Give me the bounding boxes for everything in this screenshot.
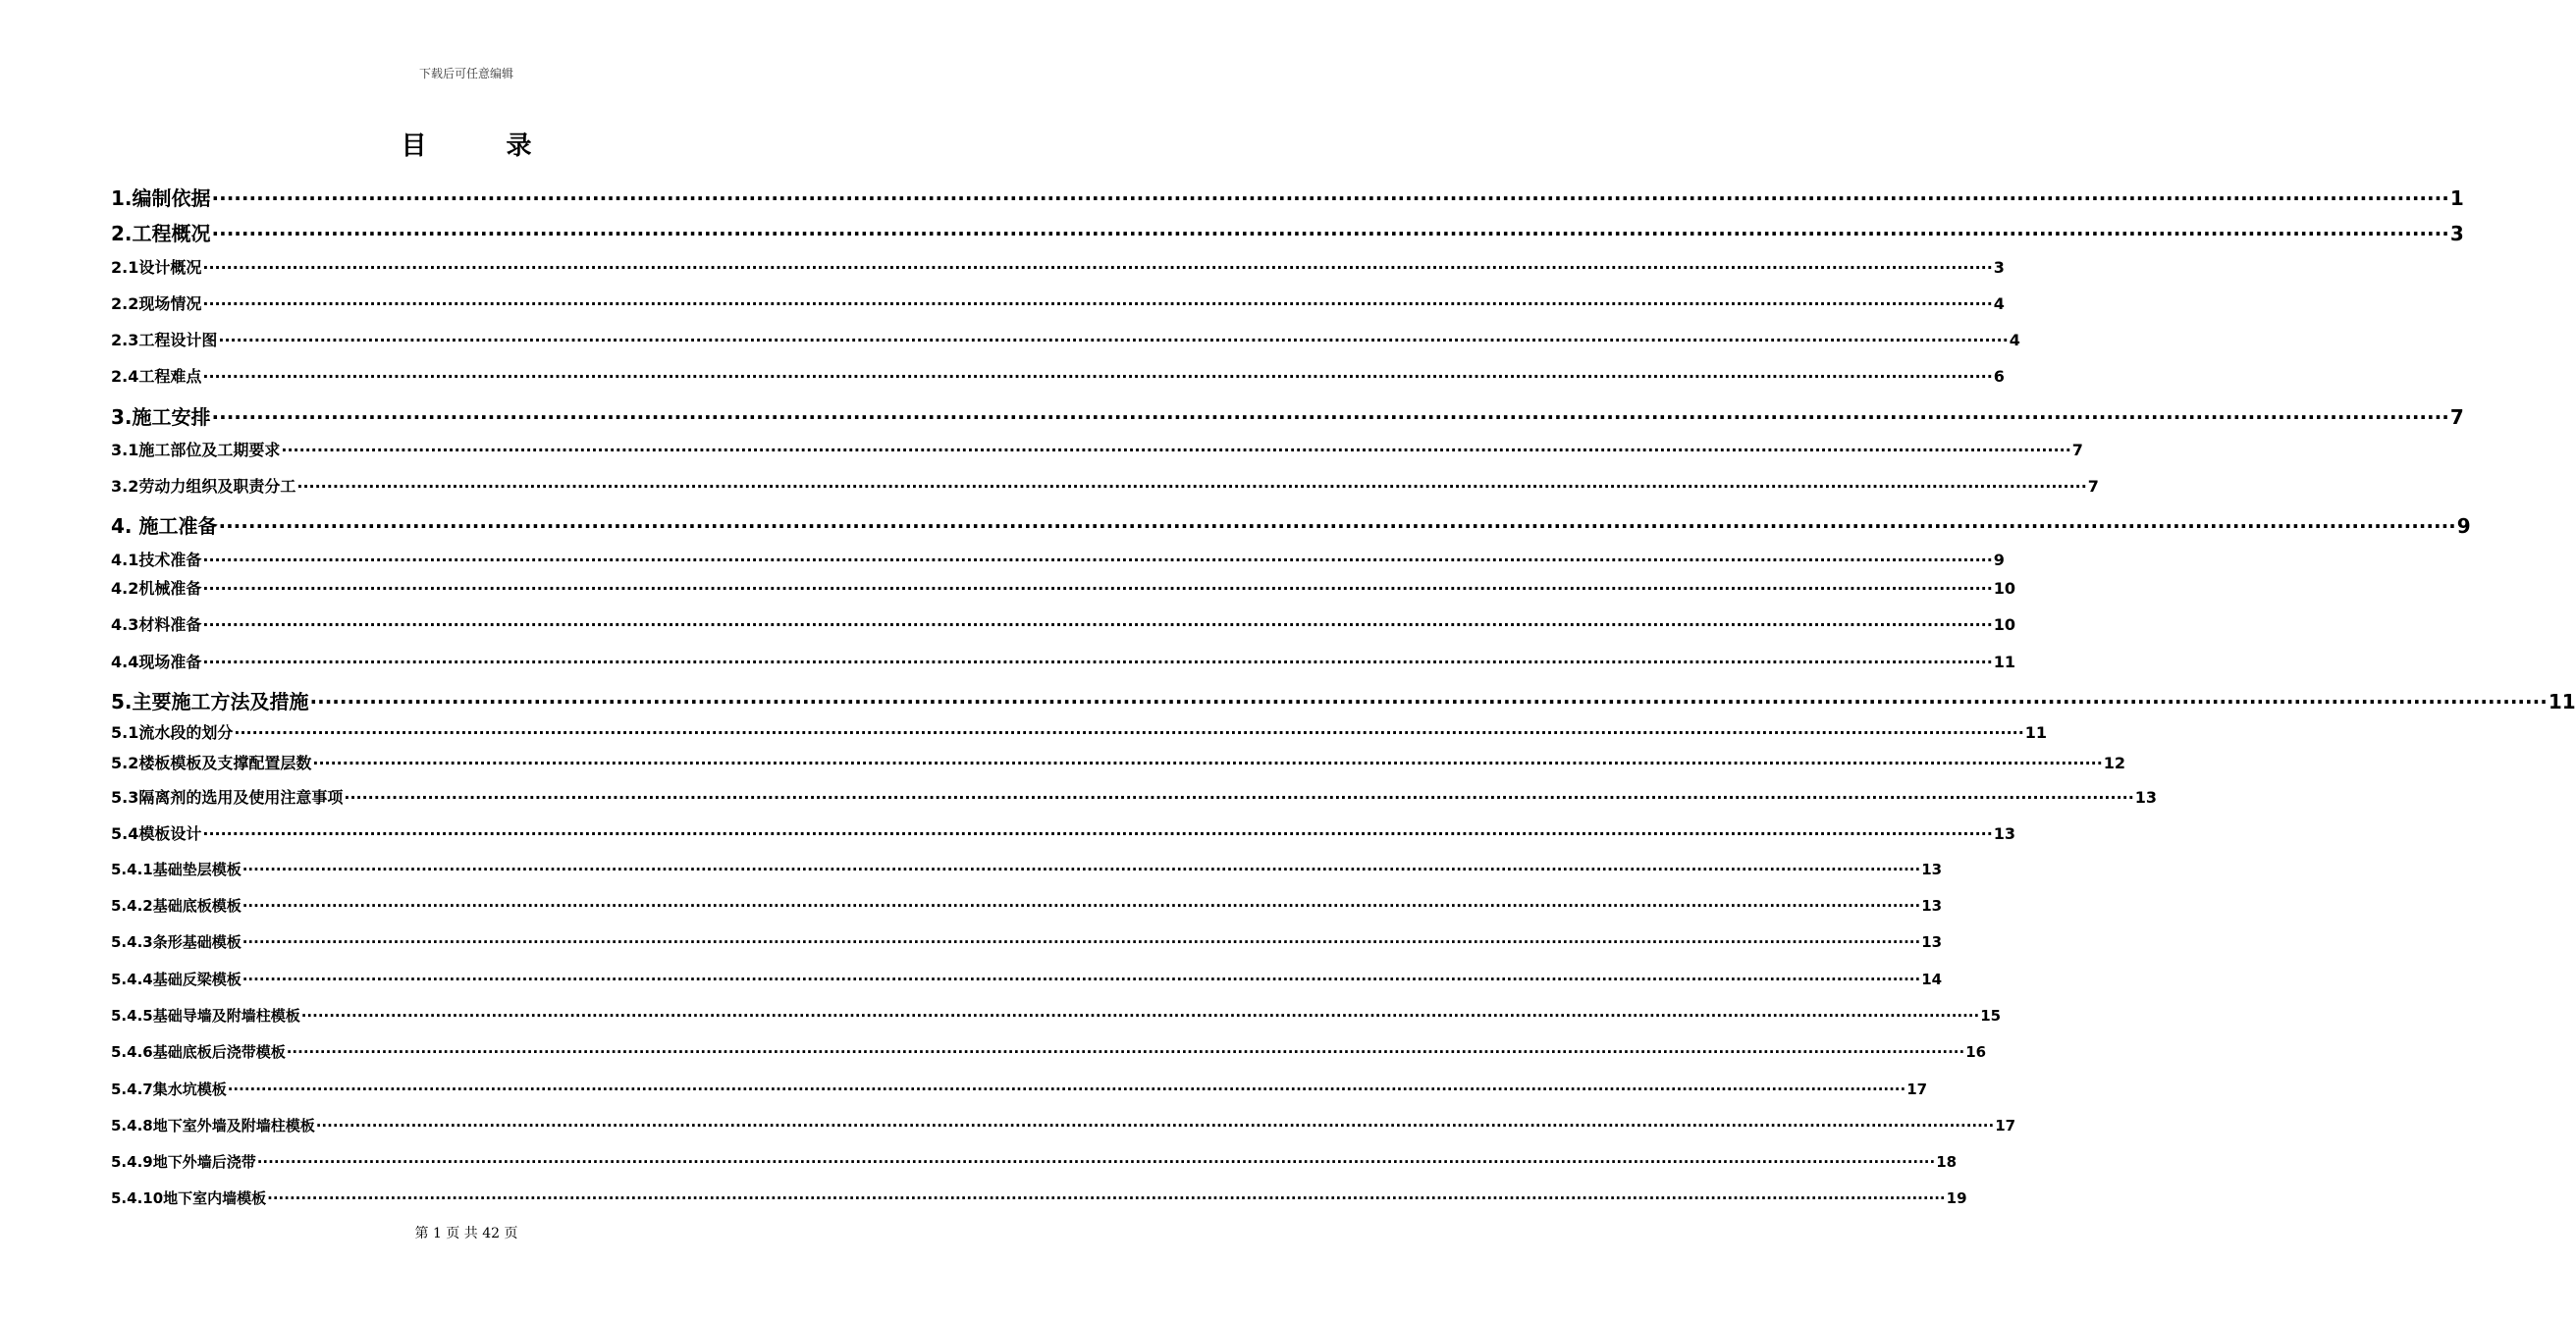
toc-entry-label: 5.1流水段的划分 [111,723,234,742]
toc-entry[interactable] [111,1005,2002,1026]
dot-leader: ············································································································································································································································································································ [242,897,1921,915]
dot-leader: ············································································································································································································································································································ [309,690,2548,713]
toc-entry[interactable] [111,576,2016,599]
toc-entry-label: 3.2劳动力组织及职责分工 [111,477,296,496]
toc-entry[interactable] [111,183,2464,211]
toc-entry-label: 2.3工程设计图 [111,331,218,349]
dot-leader: ············································································································································································································································································································ [211,186,2449,210]
toc-entry-page: 15 [1980,1007,2002,1025]
toc-entry[interactable] [111,1115,2016,1135]
toc-entry-page: 13 [2134,788,2158,807]
dot-leader: ············································································································································································································································································································ [202,294,1993,313]
toc-entry-label: 2.工程概况 [111,222,211,245]
toc-entry-label: 5.4.7集水坑模板 [111,1081,227,1098]
toc-entry-label: 4.4现场准备 [111,653,202,671]
toc-entry-label: 4.2机械准备 [111,579,202,598]
toc-entry-page: 12 [2103,754,2126,772]
toc-entry[interactable] [111,1079,1928,1099]
toc-entry-label: 5.4.9地下外墙后浇带 [111,1153,256,1171]
toc-entry-label: 5.主要施工方法及措施 [111,690,309,713]
toc-entry-page: 1 [2449,186,2464,210]
toc-entry-page: 3 [1993,258,2005,277]
toc-entry-label: 5.4.1基础垫层模板 [111,861,242,878]
toc-entry-label: 5.4.3条形基础模板 [111,933,242,951]
toc-entry[interactable] [111,650,2016,672]
toc-entry-page: 4 [1993,294,2005,313]
dot-leader: ············································································································································································································································································································ [202,258,1993,277]
toc-entry-page: 13 [1993,824,2016,843]
toc-entry-label: 3.施工安排 [111,405,211,429]
toc-entry[interactable] [111,785,2158,808]
toc-entry-page: 13 [1921,933,1943,951]
toc-entry[interactable] [111,859,1943,879]
toc-entry[interactable] [111,328,2020,350]
toc-entry[interactable] [111,255,2005,278]
toc-entry-page: 7 [2071,441,2083,459]
dot-leader: ············································································································································································································································································································ [211,222,2449,245]
toc-entry-label: 2.1设计概况 [111,258,202,277]
dot-leader: ············································································································································································································································································································ [315,1117,1995,1134]
toc-entry-page: 7 [2087,477,2099,496]
dot-leader: ············································································································································································································································································································ [202,367,1993,386]
toc-entry-page: 18 [1936,1153,1958,1171]
toc-entry-page: 13 [1921,861,1943,878]
toc-entry-label: 5.2楼板模板及支撑配置层数 [111,754,312,772]
toc-entry[interactable] [111,474,2099,497]
toc-entry[interactable] [111,1187,1967,1208]
toc-entry-page: 17 [1995,1117,2016,1134]
dot-leader: ············································································································································································································································································································ [281,441,2071,459]
dot-leader: ············································································································································································································································································································ [242,971,1921,988]
toc-entry-label: 3.1施工部位及工期要求 [111,441,281,459]
toc-entry-label: 5.3隔离剂的选用及使用注意事项 [111,788,344,807]
toc-entry-page: 10 [1993,615,2016,634]
dot-leader: ············································································································································································································································································································ [312,754,2103,772]
dot-leader: ············································································································································································································································································································ [344,788,2134,807]
toc-entry-page: 9 [1993,551,2005,569]
toc-entry-label: 5.4.4基础反梁模板 [111,971,242,988]
toc-entry[interactable] [111,821,2016,844]
toc-entry[interactable] [111,401,2464,430]
toc-entry-page: 3 [2449,222,2464,245]
dot-leader: ············································································································································································································································································································ [227,1081,1906,1098]
dot-leader: ············································································································································································································································································································ [202,615,1993,634]
toc-entry[interactable] [111,510,2471,539]
toc-entry-label: 5.4.2基础底板模板 [111,897,242,915]
toc-entry-label: 5.4.6基础底板后浇带模板 [111,1043,286,1061]
dot-leader: ············································································································································································································································································································ [256,1153,1936,1171]
toc-entry-page: 11 [2024,723,2048,742]
toc-entry-label: 4. 施工准备 [111,514,218,538]
dot-leader: ············································································································································································································································································································ [242,933,1921,951]
toc-entry[interactable] [111,291,2005,314]
toc-entry-page: 9 [2456,514,2471,538]
dot-leader: ············································································································································································································································································································ [267,1189,1946,1207]
toc-entry-label: 5.4.5基础导墙及附墙柱模板 [111,1007,300,1025]
toc-entry-page: 4 [2009,331,2020,349]
toc-entry-page: 14 [1921,971,1943,988]
toc-entry[interactable] [111,438,2083,460]
toc-entry-page: 19 [1946,1189,1967,1207]
toc-entry[interactable] [111,1151,1958,1172]
dot-leader: ············································································································································································································································································································ [202,551,1993,569]
page-footer: 第 1 页 共 42 页 [414,1226,518,1241]
toc-entry-label: 2.2现场情况 [111,294,202,313]
dot-leader: ············································································································································································································································································································ [218,331,2009,349]
toc-entry[interactable] [111,364,2005,387]
toc-entry-label: 5.4.8地下室外墙及附墙柱模板 [111,1117,315,1134]
toc-entry[interactable] [111,612,2016,635]
toc-entry-page: 13 [1921,897,1943,915]
toc-entry-label: 2.4工程难点 [111,367,202,386]
dot-leader: ············································································································································································································································································································ [202,824,1993,843]
page-header: 下载后可任意编辑 [418,67,513,80]
dot-leader: ············································································································································································································································································································ [211,405,2449,429]
toc-entry-label: 5.4模板设计 [111,824,202,843]
toc-entry-label: 1.编制依据 [111,186,211,210]
toc-entry-label: 5.4.10地下室内墙模板 [111,1189,267,1207]
dot-leader: ············································································································································································································································································································ [300,1007,1980,1025]
toc-entry-page: 7 [2449,405,2464,429]
dot-leader: ············································································································································································································································································································ [286,1043,1965,1061]
toc-entry[interactable] [111,931,1943,952]
toc-entry-page: 16 [1965,1043,1987,1061]
toc-entry-page: 6 [1993,367,2005,386]
toc-entry[interactable] [111,548,2005,570]
dot-leader: ············································································································································································································································································································ [234,723,2024,742]
toc-entry[interactable] [111,969,1943,989]
toc-entry[interactable] [111,686,2576,714]
dot-leader: ············································································································································································································································································································ [202,653,1993,671]
toc-title: 目 录 [401,132,567,161]
dot-leader: ············································································································································································································································································································ [218,514,2456,538]
toc-entry-label: 4.3材料准备 [111,615,202,634]
toc-entry-page: 17 [1906,1081,1928,1098]
dot-leader: ············································································································································································································································································································ [296,477,2087,496]
dot-leader: ············································································································································································································································································································ [202,579,1993,598]
dot-leader: ············································································································································································································································································································ [242,861,1921,878]
toc-entry[interactable] [111,895,1943,916]
toc-entry-label: 4.1技术准备 [111,551,202,569]
toc-entry-page: 10 [1993,579,2016,598]
toc-entry-page: 11 [2548,690,2576,713]
toc-entry[interactable] [111,751,2126,773]
toc-entry[interactable] [111,720,2048,743]
toc-entry-page: 11 [1993,653,2016,671]
toc-entry[interactable] [111,1041,1987,1062]
toc-entry[interactable] [111,218,2464,246]
